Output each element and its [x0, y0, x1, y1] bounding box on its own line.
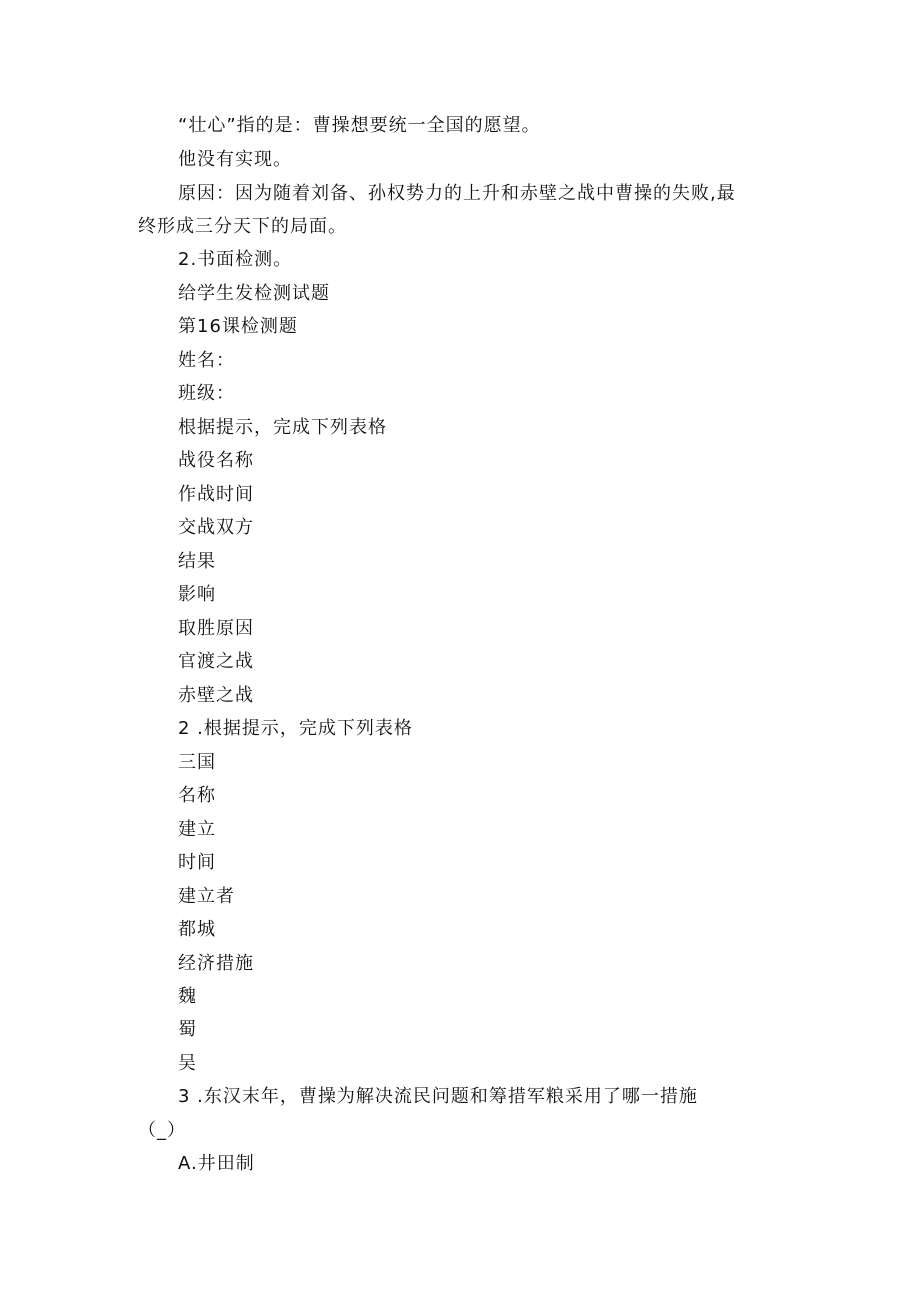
text-line: 原因：因为随着刘备、孙权势力的上升和赤壁之战中曹操的失败,最 — [178, 183, 736, 204]
table-header: 时间 — [178, 852, 216, 873]
table-header: 交战双方 — [178, 517, 254, 538]
table-row-label: 魏 — [178, 986, 197, 1007]
table-header: 作战时间 — [178, 484, 254, 505]
class-label: 班级： — [178, 383, 235, 404]
text-line: “壮心”指的是：曹操想要统一全国的愿望。 — [178, 115, 541, 136]
table-row-label: 官渡之战 — [178, 651, 254, 672]
text-line: 给学生发检测试题 — [178, 283, 330, 304]
table-header: 名称 — [178, 785, 216, 806]
test-title: 第16课检测题 — [178, 316, 298, 337]
text-line: 终形成三分天下的局面。 — [138, 216, 347, 237]
option-a: A.井田制 — [178, 1153, 255, 1174]
table-header: 经济措施 — [178, 953, 254, 974]
table-header: 建立者 — [178, 886, 235, 907]
question-2: 2 .根据提示，完成下列表格 — [178, 718, 413, 739]
question-1: 根据提示，完成下列表格 — [178, 417, 387, 438]
table-header: 结果 — [178, 551, 216, 572]
table-row-label: 赤壁之战 — [178, 685, 254, 706]
text-line: 他没有实现。 — [178, 149, 292, 170]
section-heading: 2.书面检测。 — [178, 249, 293, 270]
table-header: 取胜原因 — [178, 618, 254, 639]
table-header: 建立 — [178, 819, 216, 840]
table-header: 战役名称 — [178, 450, 254, 471]
question-3: 3 .东汉末年，曹操为解决流民问题和筹措军粮采用了哪一措施 — [178, 1086, 698, 1107]
table-header: 三国 — [178, 752, 216, 773]
table-row-label: 吴 — [178, 1053, 197, 1074]
answer-blank: （_） — [138, 1120, 186, 1141]
table-header: 影响 — [178, 584, 216, 605]
name-label: 姓名： — [178, 350, 235, 371]
table-row-label: 蜀 — [178, 1019, 197, 1040]
table-header: 都城 — [178, 919, 216, 940]
